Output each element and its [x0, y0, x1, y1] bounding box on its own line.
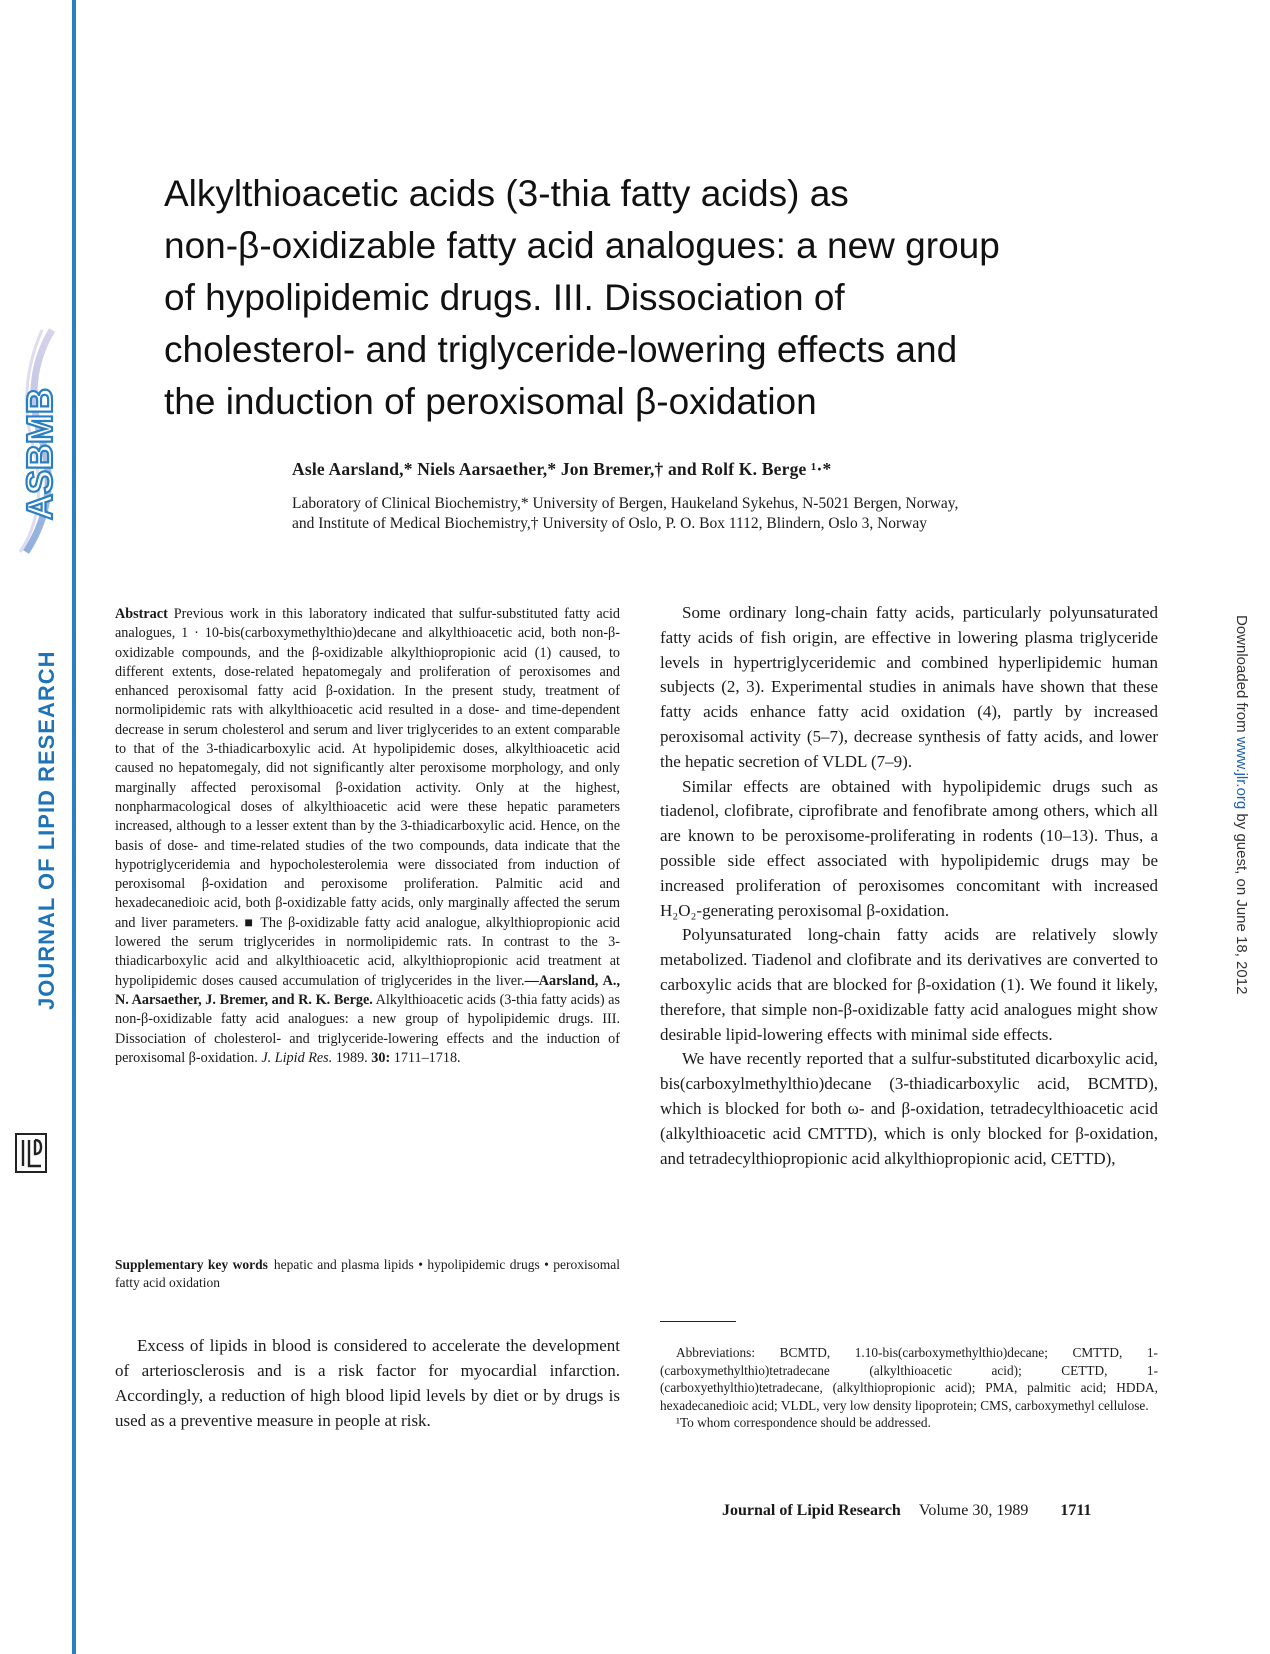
body-paragraph: We have recently reported that a sulfur-substituted dicarboxylic acid, bis(carboxylmethylthio)decane (3-thiadicarboxylic acid, BCMTD), which is blocked for both ω- and β-oxidation, tetradecylthioacetic acid (alkylthioacetic acid CMTTD), which is only blocked for β-oxidation, and tetradecylthiopropionic acid alkylthiopropionic acid, CETTD), — [660, 1049, 1158, 1168]
body-paragraph: Some ordinary long-chain fatty acids, particularly polyunsaturated fatty acids of fish origin, are effective in lowering plasma triglyceride levels in hypertriglyceridemic and combined hyperlipidemic human subjects (2, 3). Experimental studies in animals have shown that these fatty acids enhance fatty acid oxidation (4), partly by increased peroxisomal activity (5–7), decrease synthesis of fatty acids, and lower the hepatic secretion of VLDL (7–9). — [660, 603, 1158, 771]
footnote-correspondence: ¹To whom correspondence should be addressed. — [676, 1415, 931, 1430]
title-line: non-β-oxidizable fatty acid analogues: a new group — [164, 225, 1000, 266]
download-note — [1233, 615, 1250, 994]
keywords-label: Supplementary key words — [115, 1257, 268, 1272]
jlr-logo — [14, 1132, 48, 1174]
citation-journal: J. Lipid Res. — [261, 1049, 333, 1066]
asbmb-logo — [12, 320, 60, 560]
footnotes — [660, 1344, 1158, 1432]
affiliations — [292, 494, 1172, 534]
body-paragraph: Polyunsaturated long-chain fatty acids are relatively slowly metabolized. Tiadenol and clofibrate and its derivatives are converted to carboxylic acids that are blocked for β-oxidation (1). We found it likely, therefore, that simple non-β-oxidizable fatty acid analogues might show desirable lipid-lowering effects with minimal side effects. — [660, 925, 1158, 1044]
journal-name-vertical: JOURNAL OF LIPID RESEARCH — [34, 650, 59, 1010]
abstract-label: Abstract — [115, 606, 168, 622]
intro-column — [115, 1333, 620, 1433]
download-prefix: Downloaded from — [1233, 615, 1250, 737]
footer-journal: Journal of Lipid Research — [722, 1502, 901, 1519]
title-line: the induction of peroxisomal β-oxidation — [164, 381, 817, 422]
citation-authors: —Aarsland, A., N. Aarsaether, J. Bremer, and R. K. Berge. — [115, 972, 620, 1008]
keywords — [115, 1256, 620, 1292]
asbmb-logo-text: ASBMB — [19, 388, 60, 520]
affiliation-line: Laboratory of Clinical Biochemistry,* University of Bergen, Haukeland Sykehus, N-5021 Bergen, Norway, — [292, 495, 959, 512]
body-right-column — [660, 601, 1158, 1171]
affiliation-line: and Institute of Medical Biochemistry,† University of Oslo, P. O. Box 1112, Blindern, Oslo 3, Norway — [292, 515, 928, 532]
download-suffix: by guest, on June 18, 2012 — [1233, 809, 1250, 995]
abstract-text: Previous work in this laboratory indicated that sulfur-substituted fatty acid analogues, 1 · 10-bis(carboxymethylthio)decane and alkylthioacetic acid, both non-β-oxidizable compounds, and the β-oxidizable alkylthiopropionic acid (1) caused, to different extents, dose-related hepatomegaly and proliferation of peroxisomes and enhanced peroxisomal fatty acid β-oxidation. In the present study, treatment of normolipidemic rats with alkylthioacetic acid resulted in a dose- and time-dependent decrease in serum cholesterol and serum and liver triglycerides to an extent comparable to that of the 3-thiadicarboxylic acid. At hypolipidemic doses, alkylthioacetic acid caused no hepatomegaly, did not significantly alter peroxisome morphology, and only marginally affected peroxisomal β-oxidation activity. Only at the highest, nonpharmacological doses of alkylthioacetic acid were these hepatic parameters increased, although to a lesser extent than by the 3-thiadicarboxylic acid. Hence, on the basis of dose- and time-related studies of the two compounds, data indicate that the hypotriglyceridemia and hypocholesterolemia were dissociated from induction of peroxisomal β-oxidation and peroxisome proliferation. Palmitic acid and hexadecanedioic acid, both β-oxidizable fatty acids, only marginally affected the serum and liver parameters. — [115, 606, 620, 931]
keywords-text: hepatic and plasma lipids • hypolipidemic drugs • peroxisomal fatty acid oxidation — [115, 1257, 621, 1290]
download-link[interactable]: www.jlr.org — [1233, 736, 1250, 810]
abstract-text-2: The β-oxidizable fatty acid analogue, alkylthiopropionic acid lowered the serum triglycerides in normolipidemic rats. In contrast to the 3-thiadicarboxylic acid and alkylthioacetic acid, alkylthiopropionic acid treatment at hypolipidemic doses caused accumulation of triglycerides in the liver. — [115, 914, 620, 989]
citation-volume: 30: — [371, 1049, 391, 1066]
abstract — [115, 605, 620, 1068]
footer-volume: Volume 30, 1989 — [918, 1502, 1029, 1519]
article-title — [164, 168, 1164, 428]
asbmb-logo-graphic — [12, 320, 60, 560]
citation-year: 1989. — [332, 1049, 372, 1066]
page-footer — [722, 1502, 1091, 1520]
title-line: of hypolipidemic drugs. III. Dissociation of — [164, 277, 845, 318]
footnote-divider — [660, 1321, 736, 1322]
body-paragraph: Similar effects are obtained with hypolipidemic drugs such as tiadenol, clofibrate, ciprofibrate and fenofibrate among others, which all are known to be peroxisome-proliferating in rodents (10–13). Thus, a possible side effect associated with hypolipidemic drugs may be increased proliferation of peroxisomes concomitant with increased H₂O₂-generating peroxisomal β-oxidation. — [660, 776, 1158, 920]
authors: Asle Aarsland,* Niels Aarsaether,* Jon Bremer,† and Rolf K. Berge ¹·* — [292, 459, 832, 479]
citation-pages: 1711–1718. — [390, 1049, 461, 1066]
title-line: Alkylthioacetic acids (3-thia fatty acids) as — [164, 173, 849, 214]
abstract-marker-icon: ■ — [244, 914, 255, 931]
jlr-logo-icon — [14, 1132, 48, 1174]
jlr-logo-text: JLR — [15, 1132, 17, 1133]
intro-paragraph: Excess of lipids in blood is considered to accelerate the development of arteriosclerosis and is a risk factor for myocardial infarction. Accordingly, a reduction of high blood lipid levels by diet or by drugs is used as a preventive measure in people at risk. — [115, 1336, 620, 1430]
citation-text: Alkylthioacetic acids (3-thia fatty acids) as non-β-oxidizable fatty acid analogues: a new group of hypolipidemic drugs. III. Dissociation of cholesterol- and triglyceride-lowering effects and the induction of peroxisomal β-oxidation. — [115, 991, 620, 1066]
page-number: 1711 — [1060, 1502, 1092, 1519]
left-sidebar — [0, 0, 76, 1654]
footnote-abbreviations: Abbreviations: BCMTD, 1.10-bis(carboxymethylthio)decane; CMTTD, 1-(carboxymethylthio)tetradecane (alkylthioacetic acid); CETTD, 1-(carboxyethylthio)tetradecane, (alkylthiopropionic acid); PMA, palmitic acid; HDDA, hexadecanedioic acid; VLDL, very low density lipoprotein; CMS, carboxymethyl cellulose. — [660, 1345, 1158, 1413]
title-line: cholesterol- and triglyceride-lowering effects and — [164, 329, 958, 370]
